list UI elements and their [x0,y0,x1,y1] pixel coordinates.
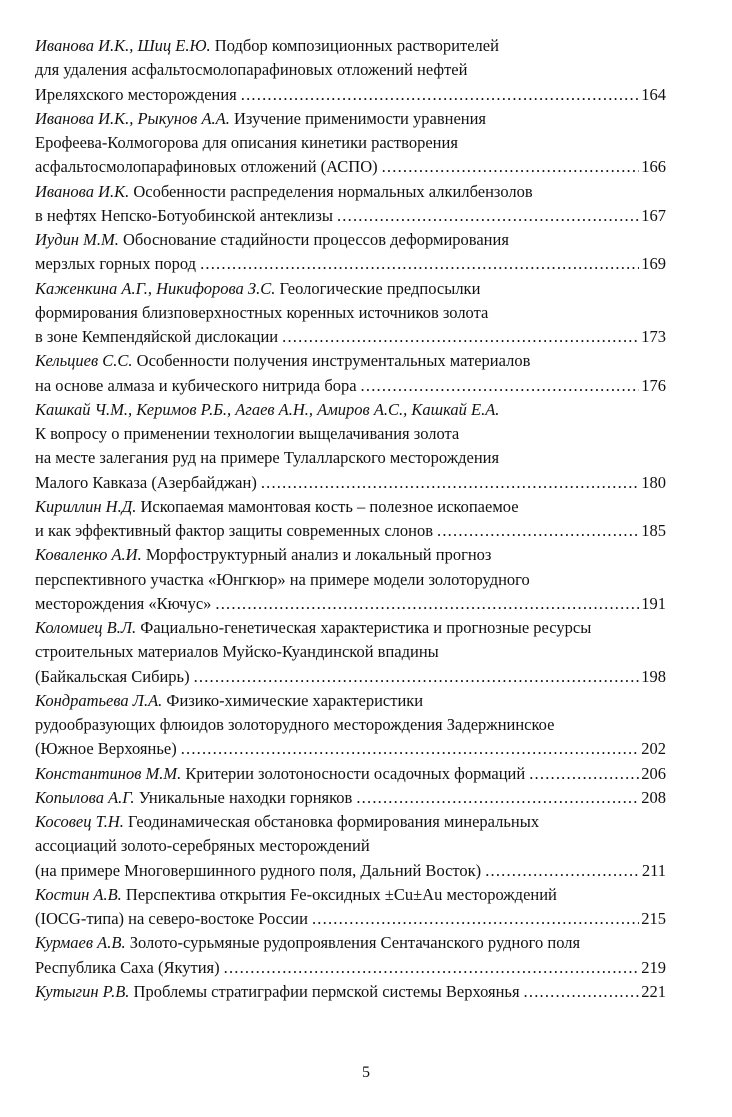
toc-title: К вопросу о применении технологии выщелачивания золота [35,424,460,443]
toc-line-text [35,374,357,398]
toc-line-text [35,204,333,228]
toc-line-text [35,543,491,567]
toc-authors: Иудин М.М. [35,230,119,249]
dot-leader [382,155,640,179]
toc-line-text [35,737,177,761]
toc-page-number: 166 [641,157,666,177]
dot-leader [312,907,639,931]
toc-page-number: 169 [641,254,666,274]
toc-title: в зоне Кемпендяйской дислокации [35,327,279,346]
toc-authors: Кельциев С.С. [35,351,133,371]
toc-entry [35,180,666,229]
toc-line-text [35,956,220,980]
toc-line [35,34,666,58]
toc-page-number: 221 [641,981,666,1001]
toc-authors: Косовец Т.Н. [35,812,124,831]
dot-leader [261,471,639,495]
toc-line [35,665,666,689]
toc-line-text [35,907,308,931]
toc-line [35,568,666,592]
toc-title: Перспектива открытия Fe-оксидных ±Cu±Au месторождений [125,884,557,904]
dot-leader [529,762,639,786]
toc-line [35,883,666,907]
toc-title: мерзлых горных пород [35,254,197,274]
toc-line [35,907,666,931]
toc-line [35,349,666,373]
dot-leader [524,980,640,1004]
toc-title: Геологические предпосылки [279,278,481,298]
toc-line [35,834,666,858]
toc-title: Геодинамическая обстановка формирования минеральных [128,812,540,831]
toc-entry [35,810,666,883]
toc-title: Особенности распределения нормальных алкилбензолов [133,181,533,201]
toc-line [35,422,666,446]
toc-entry [35,616,666,689]
toc-page-number: 185 [641,521,666,540]
toc-title: (IOCG-типа) на северо-востоке России [35,909,308,928]
toc-entry [35,107,666,180]
toc-entry [35,34,666,107]
toc-line [35,519,666,543]
toc-title: Иреляхского месторождения [35,84,237,104]
toc-line [35,446,666,470]
toc-entry [35,543,666,616]
toc-page-number: 191 [641,593,666,613]
dot-leader [200,252,639,276]
toc-title: Малого Кавказа (Азербайджан) [35,472,257,492]
dot-leader [337,204,639,228]
toc-entry [35,495,666,544]
toc-title: Проблемы стратиграфии пермской системы Верхоянья [133,981,520,1001]
toc-line [35,107,666,131]
toc-title: рудообразующих флюидов золоторудного месторождения Задержнинское [35,715,555,734]
toc-line-text [35,471,257,495]
toc-line-text [35,495,519,519]
toc-title: асфальтосмолопарафиновых отложений (АСПО) [35,157,378,177]
toc-entry [35,689,666,762]
toc-authors: Копылова А.Г. [35,787,135,807]
toc-page-number: 167 [641,205,666,225]
toc-line [35,737,666,761]
toc-line [35,471,666,495]
toc-title: Золото-сурьмяные рудопроявления Сентачанского рудного поля [129,933,581,953]
toc-page-number: 206 [641,763,666,783]
toc-page-number: 211 [641,860,666,880]
table-of-contents [35,34,666,1004]
toc-line [35,131,666,155]
toc-authors: Коломиец В.Л. [35,618,137,637]
toc-title: и как эффективный фактор защиты современных слонов [35,521,434,540]
toc-authors: Каженкина А.Г., Никифорова З.С. [35,278,276,298]
toc-line [35,277,666,301]
toc-page-number: 180 [641,472,666,492]
toc-line [35,301,666,325]
toc-line [35,931,666,955]
toc-line-text [35,34,499,58]
toc-page-number: 198 [641,666,666,686]
toc-line-text [35,786,352,810]
toc-entry [35,883,666,932]
toc-title: на месте залегания руд на примере Тулалларского месторождения [35,448,500,468]
toc-line-text [35,616,591,640]
dot-leader [215,592,639,616]
toc-line-text [35,58,467,82]
toc-title: Ерофеева-Колмогорова для описания кинетики растворения [35,133,458,152]
toc-title: Уникальные находки горняков [138,787,353,807]
toc-page-number: 164 [641,84,666,104]
toc-line-text [35,349,530,373]
dot-leader [356,786,639,810]
toc-title: Физико-химические характеристики [166,690,424,710]
toc-line [35,762,666,786]
toc-entry [35,228,666,277]
toc-line [35,859,666,883]
toc-line-text [35,883,557,907]
toc-title: формирования близповерхностных коренных источников золота [35,302,489,322]
toc-line-text [35,640,439,664]
toc-line [35,810,666,834]
toc-line [35,325,666,349]
toc-line-text [35,277,480,301]
dot-leader [437,519,639,543]
toc-line [35,495,666,519]
toc-page-number: 215 [641,909,666,928]
toc-title: на основе алмаза и кубического нитрида бора [35,375,357,395]
toc-title: ассоциаций золото-серебряных месторождений [35,836,370,856]
page-number: 5 [362,1064,370,1081]
toc-line [35,689,666,713]
toc-line [35,786,666,810]
toc-entry [35,762,666,786]
toc-line [35,616,666,640]
toc-line [35,228,666,252]
toc-entry [35,349,666,398]
toc-page-number: 176 [641,375,666,395]
toc-authors: Иванова И.К., Шиц Е.Ю. [35,36,211,55]
toc-line [35,180,666,204]
toc-line-text [35,301,488,325]
toc-entry [35,786,666,810]
toc-line-text [35,859,481,883]
toc-line-text [35,568,530,592]
toc-title: месторождения «Кючус» [35,593,212,613]
toc-line-text [35,689,423,713]
toc-authors: Иванова И.К. [35,181,130,201]
toc-line-text [35,980,520,1004]
toc-line [35,374,666,398]
toc-page-number: 219 [641,957,666,977]
toc-line [35,713,666,737]
toc-line-text [35,83,237,107]
toc-authors: Курмаев А.В. [35,933,126,953]
toc-authors: Иванова И.К., Рыкунов А.А. [35,108,230,128]
toc-title: перспективного участка «Юнгкюр» на примере модели золоторудного [35,569,530,589]
toc-title: (Байкальская Сибирь) [35,666,190,686]
toc-line [35,956,666,980]
dot-leader [485,859,640,883]
toc-line-text [35,931,580,955]
toc-line-text [35,834,370,858]
toc-title: (Южное Верхоянье) [35,739,177,759]
toc-entry [35,980,666,1004]
toc-line [35,252,666,276]
toc-line [35,83,666,107]
toc-line-text [35,592,211,616]
toc-authors: Кириллин Н.Д. [35,496,137,516]
dot-leader [194,665,640,689]
toc-title: строительных материалов Муйско-Куандинской впадины [35,642,439,662]
toc-line-text [35,180,533,204]
toc-line [35,204,666,228]
toc-entry [35,931,666,980]
dot-leader [241,83,639,107]
toc-title: Ископаемая мамонтовая кость – полезное ископаемое [140,496,519,516]
dot-leader [224,956,640,980]
toc-authors: Коваленко А.И. [35,545,142,565]
toc-line-text [35,155,378,179]
toc-line-text [35,422,459,446]
toc-title: Обоснование стадийности процессов деформирования [122,230,509,249]
toc-line [35,980,666,1004]
toc-line-text [35,519,433,543]
toc-line-text [35,810,539,834]
toc-title: Морфоструктурный анализ и локальный прогноз [145,545,492,565]
toc-title: для удаления асфальтосмолопарафиновых отложений нефтей [35,60,468,80]
toc-line-text [35,131,458,155]
toc-page-number: 173 [641,327,666,346]
dot-leader [282,325,639,349]
dot-leader [361,374,640,398]
toc-line [35,543,666,567]
toc-title: (на примере Многовершинного рудного поля, Дальний Восток) [35,860,482,880]
toc-line-text [35,107,486,131]
toc-title: Изучение применимости уравнения [234,108,487,128]
toc-line [35,155,666,179]
toc-title: Республика Саха (Якутия) [35,957,220,977]
toc-entry [35,277,666,350]
toc-title: Особенности получения инструментальных материалов [136,351,531,371]
dot-leader [181,737,640,761]
toc-authors: Кашкай Ч.М., Керимов Р.Б., Агаев А.Н., Амиров А.С., Кашкай Е.А. [35,399,500,419]
toc-line [35,640,666,664]
toc-line-text [35,398,499,422]
toc-authors: Константинов М.М. [35,763,182,783]
toc-title: Подбор композиционных растворителей [214,36,499,55]
toc-line-text [35,713,554,737]
toc-entry [35,398,666,495]
toc-line [35,58,666,82]
toc-authors: Кондратьева Л.А. [35,690,163,710]
toc-line-text [35,325,278,349]
toc-line-text [35,446,499,470]
toc-line [35,398,666,422]
toc-title: Фациально-генетическая характеристика и прогнозные ресурсы [140,618,592,637]
toc-line-text [35,252,196,276]
toc-line-text [35,228,509,252]
toc-page-number: 202 [641,739,666,759]
toc-authors: Кутыгин Р.В. [35,981,130,1001]
toc-authors: Костин А.В. [35,884,122,904]
toc-line [35,592,666,616]
toc-title: в нефтях Непско-Ботуобинской антеклизы [35,205,333,225]
toc-line-text [35,665,190,689]
toc-title: Критерии золотоносности осадочных формаций [185,763,526,783]
toc-line-text [35,762,525,786]
toc-page-number: 208 [641,787,666,807]
